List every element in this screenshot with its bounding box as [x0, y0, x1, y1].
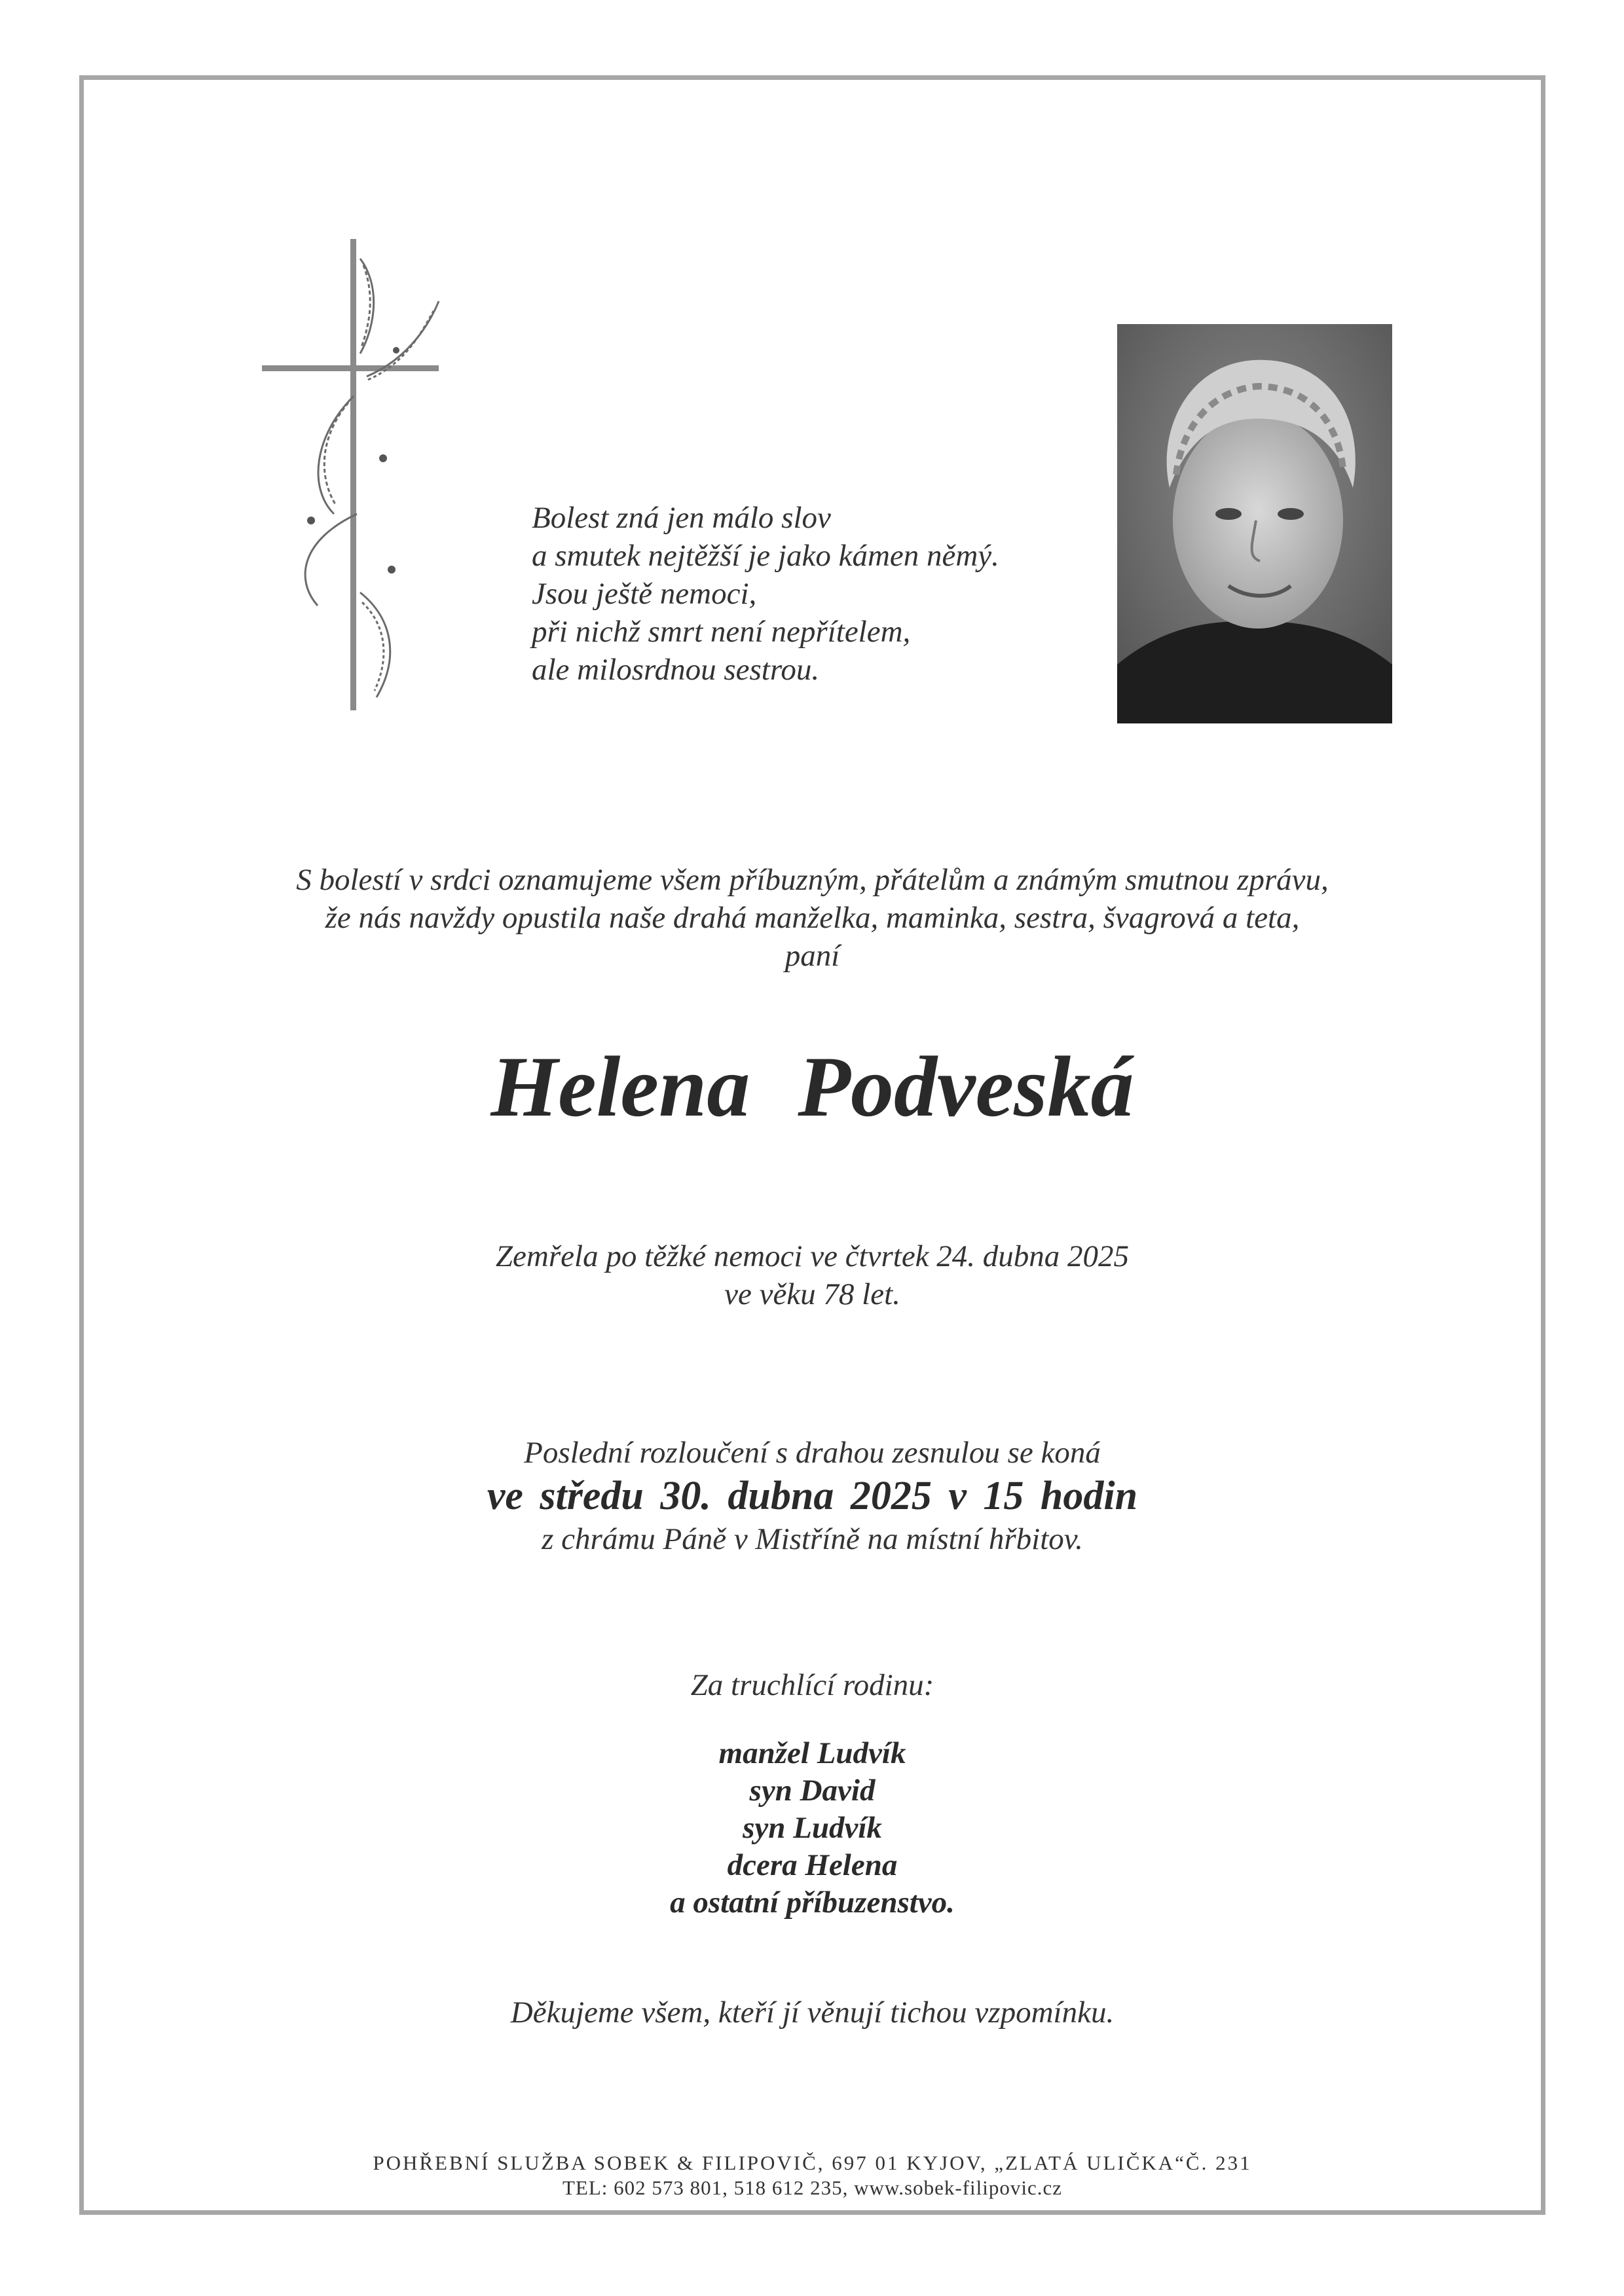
poem-line: při nichž smrt není nepřítelem,	[532, 615, 911, 649]
family-member: syn Ludvík	[743, 1811, 882, 1845]
farewell-intro: Poslední rozloučení s drahou zesnulou se koná	[524, 1436, 1101, 1470]
poem-line: a smutek nejtěžší je jako kámen němý.	[532, 539, 999, 573]
announcement-line: že nás navždy opustila naše drahá manželka, maminka, sestra, švagrová a teta,	[325, 901, 1300, 935]
deceased-name: Helena Podveská	[490, 1038, 1134, 1135]
poem-line: ale milosrdnou sestrou.	[532, 653, 820, 687]
farewell-place: z chrámu Páně v Mistříně na místní hřbitov.	[542, 1522, 1083, 1556]
poem	[532, 499, 1121, 689]
farewell-date-time: ve středu 30. dubna 2025 v 15 hodin	[487, 1474, 1138, 1518]
family-member: syn David	[749, 1774, 876, 1808]
announcement	[79, 861, 1545, 975]
family-member: dcera Helena	[727, 1848, 898, 1882]
family-member: a ostatní příbuzenstvo.	[670, 1886, 955, 1920]
poem-line: Bolest zná jen málo slov	[532, 501, 831, 535]
death-date-line: Zemřela po těžké nemoci ve čtvrtek 24. dubna 2025	[495, 1239, 1130, 1273]
family-list	[79, 1735, 1545, 1922]
footer	[79, 2151, 1545, 2200]
death-age-line: ve věku 78 let.	[724, 1277, 900, 1311]
farewell-info	[79, 1434, 1545, 1558]
portrait-photo	[1117, 324, 1392, 723]
death-info	[79, 1237, 1545, 1313]
family-member: manžel Ludvík	[718, 1736, 906, 1770]
footer-contact: TEL: 602 573 801, 518 612 235, www.sobek-filipovic.cz	[562, 2176, 1063, 2199]
footer-address: POHŘEBNÍ SLUŽBA SOBEK & FILIPOVIČ, 697 01 KYJOV, „ZLATÁ ULIČKA“Č. 231	[373, 2151, 1252, 2174]
announcement-line: S bolestí v srdci oznamujeme všem příbuzným, přátelům a známým smutnou zprávu,	[296, 863, 1329, 897]
announcement-line: paní	[784, 939, 840, 973]
family-label: Za truchlící rodinu:	[690, 1668, 934, 1702]
cross-with-leaves-icon	[262, 239, 458, 710]
poem-line: Jsou ještě nemoci,	[532, 577, 757, 611]
thanks-line: Děkujeme všem, kteří jí věnují tichou vzpomínku.	[510, 1995, 1115, 2030]
portrait-illustration	[1117, 324, 1392, 723]
